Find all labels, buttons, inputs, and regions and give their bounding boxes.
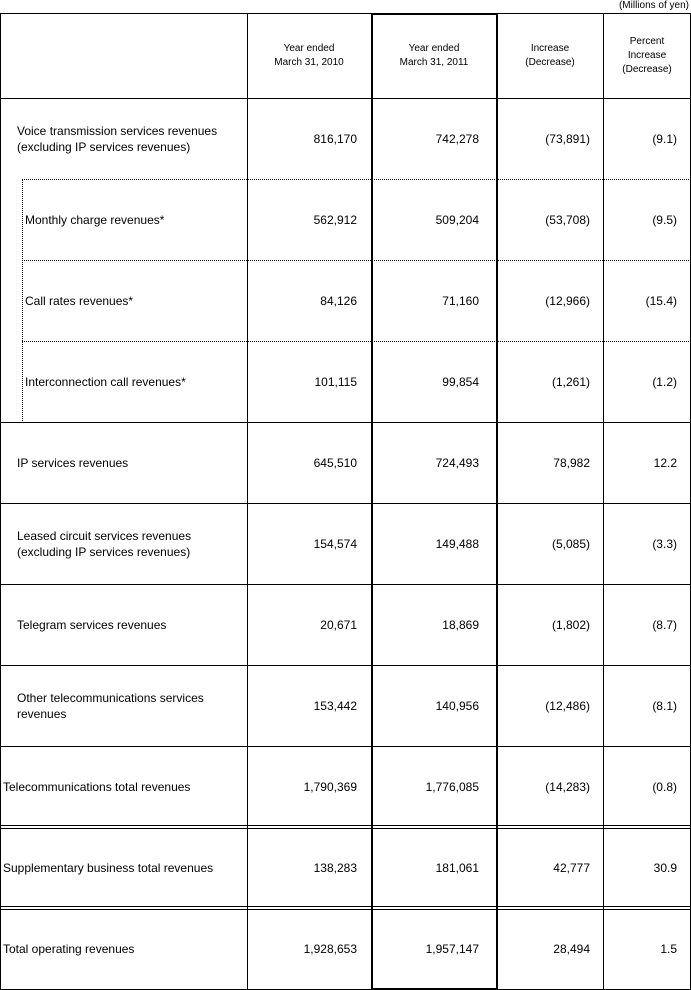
value-change: (1,261) xyxy=(551,374,590,389)
value-2011: 140,956 xyxy=(435,698,479,713)
row-label: Interconnection call revenues* xyxy=(25,374,186,389)
row-label: Supplementary business total revenues xyxy=(3,860,214,875)
row-label: Monthly charge revenues* xyxy=(25,212,165,227)
value-percent: (15.4) xyxy=(645,293,677,308)
value-2011: 99,854 xyxy=(442,374,479,389)
value-2010: 84,126 xyxy=(320,293,357,308)
value-change: (12,966) xyxy=(545,293,590,308)
value-change: 28,494 xyxy=(553,941,590,956)
value-change: (53,708) xyxy=(545,212,590,227)
value-2011: 509,204 xyxy=(435,212,479,227)
value-percent: (0.8) xyxy=(652,779,677,794)
value-change: (1,802) xyxy=(551,617,590,632)
row-label: Other telecommunications services revenues xyxy=(17,690,204,721)
value-2010: 138,283 xyxy=(313,860,357,875)
value-2010: 154,574 xyxy=(313,536,357,551)
value-2010: 101,115 xyxy=(314,374,357,389)
value-percent: (9.5) xyxy=(652,212,677,227)
value-change: (14,283) xyxy=(545,779,590,794)
value-percent: (8.7) xyxy=(652,617,677,632)
revenue-table xyxy=(0,13,691,990)
value-2010: 153,442 xyxy=(313,698,357,713)
value-change: (73,891) xyxy=(545,131,590,146)
value-change: (12,486) xyxy=(545,698,590,713)
value-percent: (9.1) xyxy=(652,131,677,146)
row-divider xyxy=(0,906,691,907)
header-2011: Year ended March 31, 2011 xyxy=(399,42,469,68)
header-percent: Percent Increase (Decrease) xyxy=(622,35,672,75)
row-divider xyxy=(0,825,691,826)
value-2011: 1,776,085 xyxy=(425,779,479,794)
value-change: 42,777 xyxy=(553,860,590,875)
row-label: Telecommunications total revenues xyxy=(3,779,191,794)
header-change: Increase (Decrease) xyxy=(525,42,575,68)
value-2011: 181,061 xyxy=(435,860,479,875)
value-percent: 12.2 xyxy=(653,455,677,470)
value-percent: (8.1) xyxy=(652,698,677,713)
row-label: Total operating revenues xyxy=(3,941,135,956)
value-2011: 742,278 xyxy=(435,131,479,146)
value-2010: 1,790,369 xyxy=(303,779,357,794)
value-2011: 18,869 xyxy=(442,617,479,632)
value-2011: 71,160 xyxy=(442,293,479,308)
value-change: 78,982 xyxy=(553,455,590,470)
row-label: Telegram services revenues xyxy=(17,617,167,632)
value-percent: 30.9 xyxy=(653,860,677,875)
subrow-indent-line xyxy=(22,179,23,423)
value-2011: 724,493 xyxy=(435,455,479,470)
row-label: IP services revenues xyxy=(17,455,129,470)
value-2010: 562,912 xyxy=(313,212,357,227)
value-percent: (1.2) xyxy=(652,374,677,389)
value-2011: 149,488 xyxy=(435,536,479,551)
row-label: Voice transmission services revenues (excluding IP services revenues) xyxy=(17,123,218,154)
value-2010: 20,671 xyxy=(320,617,357,632)
row-label: Leased circuit services revenues (excluding IP services revenues) xyxy=(17,528,192,559)
value-2010: 1,928,653 xyxy=(303,941,357,956)
value-2011: 1,957,147 xyxy=(425,941,479,956)
value-2010: 645,510 xyxy=(313,455,357,470)
row-label: Call rates revenues* xyxy=(25,293,134,308)
value-change: (5,085) xyxy=(551,536,590,551)
header-2010: Year ended March 31, 2010 xyxy=(274,42,344,68)
value-percent: 1.5 xyxy=(660,941,677,956)
value-2010: 816,170 xyxy=(313,131,357,146)
unit-note: (Millions of yen) xyxy=(618,0,689,11)
value-percent: (3.3) xyxy=(652,536,677,551)
